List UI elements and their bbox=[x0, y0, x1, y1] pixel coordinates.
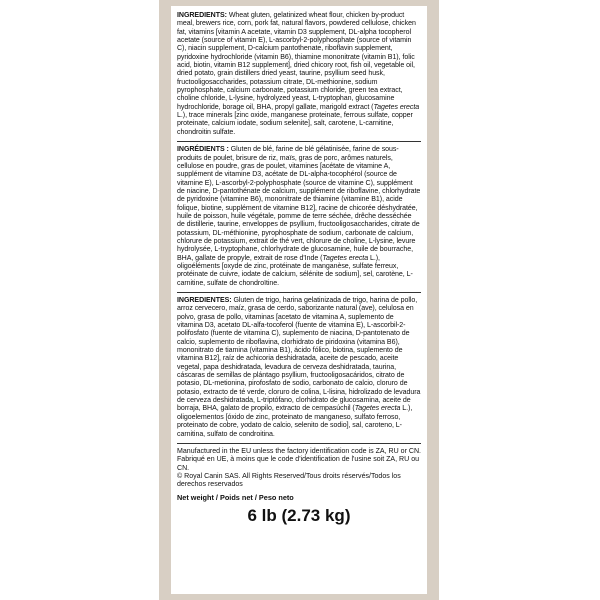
ingredients-spanish-italic: Tagetes erecta bbox=[354, 405, 401, 413]
ingredients-spanish-text: Gluten de trigo, harina gelatinizada de trigo, harina de pollo, arroz cervecero, maíz, grasa de cerdo, saborizante natural (ave), celulosa en polvo, grasa de pollo, vitaminas [acetato de vitamina A, suplemento de vitamina D3, acetato DL-alfa-tocoferol (fuente de vitamina E), L-ascorbil-2-polifosfato (fuente de vitamina C), suplemento de niacina, D-pantotenato de calcio, suplemento de riboflavina, clorhidrato de piridoxina (vitamina B6), mononitrato de tiamina (vitamina B1), ácido fólico, biotina, suplemento de vitamina B12], raíz de achicoria deshidratada, aceite de pescado, aceite vegetal, papa deshidratada, levadura de cerveza deshidratada, taurina, cáscaras de semillas de plántago psyllium, fructooligosacáridos, citrato de potasio, DL-metionina, pirofosfato de sodio, carbonato de calcio, cloruro de potasio, extracto de té verde, cloruro de colina, L-lisina, hidrolizado de levadura de cerveza deshidratada, L-triptófano, clorhidrato de glucosamina, aceite de borraja, BHA, galato de propilo, extracto de cempasúchil ( bbox=[177, 297, 421, 413]
ingredients-french bbox=[177, 146, 421, 288]
net-weight-label: Net weight / Poids net / Peso neto bbox=[177, 492, 294, 502]
section-divider bbox=[177, 443, 421, 444]
ingredients-spanish bbox=[177, 297, 421, 439]
ingredients-french-heading: INGRÉDIENTS : bbox=[177, 146, 229, 154]
ingredients-english bbox=[177, 12, 421, 137]
ingredients-english-italic: Tagetes erecta bbox=[373, 103, 420, 111]
manufactured-note-french: Fabriqué en UE, à moins que le code d'identification de l'usine soit ZA, RU ou CN. bbox=[177, 456, 420, 472]
ingredients-english-text: Wheat gluten, gelatinized wheat flour, chicken by-product meal, brewers rice, corn, pork fat, natural flavors, powdered cellulose, chicken fat, vitamins [vitamin A acetate, vitamin D3 supplement, DL-alpha tocopherol acetate (source of vitamin E), L-ascorbyl-2-polyphosphate (source of vitamin C), niacin supplement, D-calcium pantothenate, riboflavin supplement, pyridoxine hydrochloride (vitamin B6), thiamine mononitrate (vitamin B1), folic acid, biotin, vitamin B12 supplement], dried chicory root, fish oil, vegetable oil, dried potato, grain distillers dried yeast, taurine, psyllium seed husk, fructooligosaccharides, potassium citrate, DL-methionine, sodium pyrophosphate, calcium carbonate, potassium chloride, green tea extract, choline chloride, L-lysine, hydrolyzed yeast, L-tryptophan, glucosamine hydrochloride, borage oil, BHA, propyl gallate, marigold extract ( bbox=[177, 12, 416, 111]
net-weight-value: 6 lb (2.73 kg) bbox=[247, 505, 351, 525]
ingredients-spanish-heading: INGREDIENTES: bbox=[177, 297, 232, 304]
ingredients-panel bbox=[171, 6, 427, 594]
ingredients-french-text-end: L.), oligoéléments [oxyde de zinc, protéinate de manganèse, sulfate ferreux, protéinate de cuivre, iodate de calcium, sélénite de sodium], sel, carotène, L-carnitine, sulfate de chondroïtine. bbox=[177, 254, 413, 287]
section-divider bbox=[177, 141, 421, 142]
ingredients-french-text: Gluten de blé, farine de blé gélatinisée, farine de sous-produits de poulet, brisure de riz, maïs, gras de porc, arômes naturels, cellulose en poudre, gras de poulet, vitamines [acétate de vitamine A, supplément de vitamine D3, acétate de DL-alpha-tocophérol (source de vitamine E), L-ascorbyl-2-polyphosphate (source de vitamine C), supplément de niacine, D-pantothénate de calcium, supplément de riboflavine, chlorhydrate de pyridoxine (vitamine B6), mononitrate de thiamine (vitamine B1), acide folique, biotine, supplément de vitamine B12], racine de chicorée déshydratée, huile de poisson, huile végétale, pomme de terre séchée, drêche desséchée de distillerie, taurine, enveloppes de psyllium, fructooligosaccharides, citrate de potassium, DL-méthionine, pyrophosphate de sodium, carbonate de calcium, chlorure de potassium, extrait de thé vert, chlorure de choline, L-lysine, levure hydrolysée, L-tryptophane, chlorhydrate de glucosamine, huile de bourrache, BHA, gallate de propyle, extrait de rose d'Inde ( bbox=[177, 146, 421, 262]
section-divider bbox=[177, 292, 421, 293]
copyright-notice: © Royal Canin SAS. All Rights Reserved/Tous droits réservés/Todos los derechos reservados bbox=[177, 472, 401, 489]
ingredients-french-italic: Tagetes erecta bbox=[322, 254, 369, 262]
ingredients-spanish-text-end: L.), oligoelementos [óxido de zinc, proteinato de manganeso, sulfato ferroso, proteinato de cobre, yodato de calcio, selenito de sodio], sal, caroteno, L-carnitina, sulfato de condroitina. bbox=[177, 405, 413, 438]
ingredients-english-heading: INGREDIENTS: bbox=[177, 12, 227, 19]
manufactured-note-english: Manufactured in the EU unless the factory identification code is ZA, RU or CN. bbox=[177, 447, 422, 455]
ingredients-english-text-end: L.), trace minerals [zinc oxide, manganese proteinate, ferrous sulfate, copper proteinate, calcium iodate, sodium selenite], salt, carotene, L-carnitine, chondroitin sulfate. bbox=[177, 112, 413, 136]
